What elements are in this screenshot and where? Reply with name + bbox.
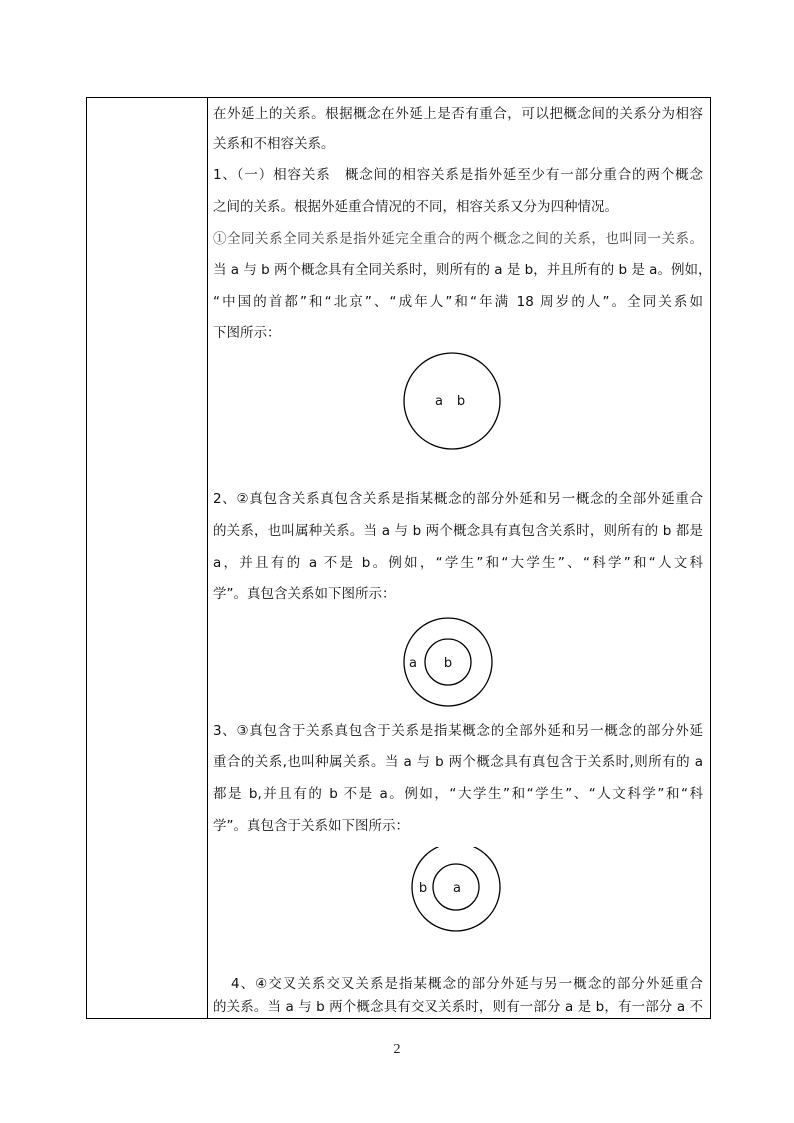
text-line: 重合的关系,也叫种属关系。当 a 与 b 两个概念具有真包含于关系时,则所有的 a [213, 754, 703, 770]
text-line: 当 a 与 b 两个概念具有全同关系时，则所有的 a 是 b，并且所有的 b 是 a。例如， [213, 262, 712, 278]
diagram-label-b: b [456, 394, 466, 409]
section-heading-properly-included: 3、③真包含于关系真包含于关系是指某概念的全部外延和另一概念的部分外延 [213, 723, 703, 739]
text-line: 下图所示： [213, 325, 281, 341]
text-line: 学”。真包含关系如下图所示： [213, 586, 396, 602]
section-heading-identity: ①全同关系全同关系是指外延完全重合的两个概念之间的关系，也叫同一关系。 [213, 231, 703, 246]
table-column-divider [207, 97, 208, 1019]
text-line: 之间的关系。根据外延重合情况的不同，相容关系又分为四种情况。 [213, 199, 618, 215]
section-heading-compatible: 1、（一）相容关系 概念间的相容关系是指外延至少有一部分重合的两个概念 [213, 167, 703, 183]
section-heading-proper-inclusion: 2、②真包含关系真包含关系是指某概念的部分外延和另一概念的全部外延重合 [213, 491, 703, 507]
properly-included-diagram [410, 847, 502, 933]
identity-diagram [400, 349, 504, 453]
identity-circle [404, 353, 500, 449]
text-line: 学”。真包含于关系如下图所示： [213, 818, 409, 834]
diagram-label-inner: b [443, 656, 453, 671]
text-line: 在外延上的关系。根据概念在外延上是否有重合，可以把概念间的关系分为相容 [213, 106, 703, 122]
diagram-label-outer: b [418, 881, 428, 896]
diagram-label-a: a [435, 394, 443, 409]
proper-inclusion-diagram [402, 616, 494, 708]
text-line: a，并且有的 a 不是 b。例如，“学生”和“大学生”、“科学”和“人文科 [213, 555, 703, 571]
section-heading-intersection: 4、④交叉关系交叉关系是指某概念的部分外延与另一概念的部分外延重合 [231, 976, 703, 992]
text-line: 关系和不相容关系。 [213, 136, 335, 152]
text-line: 的关系，也叫属种关系。当 a 与 b 两个概念具有真包含关系时，则所有的 b 都是 [213, 523, 703, 539]
text-line: 的关系。当 a 与 b 两个概念具有交叉关系时，则有一部分 a 是 b，有一部分 a 不 [213, 999, 703, 1015]
text-line: 都是 b,并且有的 b 不是 a。例如，“大学生”和“学生”、“人文科学”和“科 [213, 786, 703, 802]
text-line: “中国的首都”和“北京”、“成年人”和“年满 18 周岁的人”。全同关系如 [213, 294, 703, 310]
diagram-label-outer: a [409, 656, 417, 671]
diagram-label-inner: a [453, 881, 461, 896]
page-number: 2 [393, 1042, 401, 1057]
table-left-cell [87, 98, 207, 1018]
